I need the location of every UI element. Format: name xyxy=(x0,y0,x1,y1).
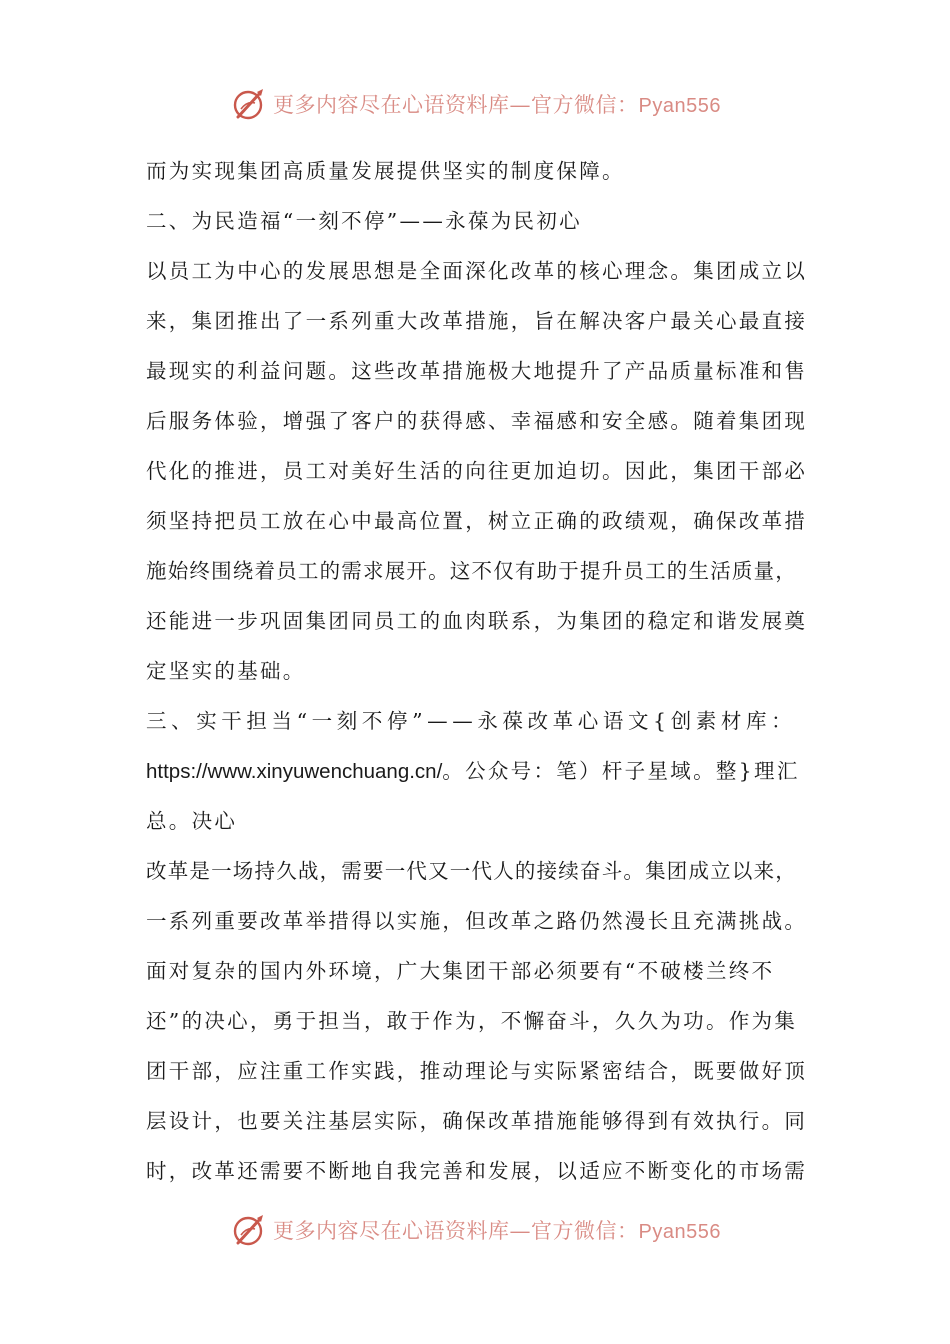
text-line: 改革是一场持久战，需要一代又一代人的接续奋斗。集团成立以来， xyxy=(146,859,797,883)
pen-logo-icon xyxy=(229,84,269,124)
text-line: 还能进一步巩固集团同员工的血肉联系，为集团的稳定和谐发展奠 xyxy=(146,609,808,633)
section-heading: 三、实干担当“一刻不停”——永葆改革心语文{创素材库： xyxy=(146,709,797,733)
text-line xyxy=(146,746,810,796)
text-line: 来，集团推出了一系列重大改革措施，旨在解决客户最关心最直接 xyxy=(146,309,808,333)
text-line: 代化的推进，员工对美好生活的向往更加迫切。因此，集团干部必 xyxy=(146,459,808,483)
source-url: https://www.xinyuwenchuang.cn/ xyxy=(146,760,443,783)
header-watermark-banner xyxy=(0,80,950,128)
document-body xyxy=(146,146,810,1196)
wechat-id: Pyan556 xyxy=(638,1221,721,1243)
text-fragment: 。公众号：笔）杆子星域。整}理汇 xyxy=(442,759,800,783)
text-line: 最现实的利益问题。这些改革措施极大地提升了产品质量标准和售 xyxy=(146,359,808,383)
section-heading: 二、为民造福“一刻不停”——永葆为民初心 xyxy=(146,209,582,233)
text-line: 时，改革还需要不断地自我完善和发展，以适应不断变化的市场需 xyxy=(146,1159,808,1183)
text-line: 层设计，也要关注基层实际，确保改革措施能够得到有效执行。同 xyxy=(146,1109,808,1133)
wechat-id: Pyan556 xyxy=(638,95,721,117)
text-line: 还”的决心，勇于担当，敢于作为，不懈奋斗，久久为功。作为集 xyxy=(146,1009,798,1033)
text-line: 而为实现集团高质量发展提供坚实的制度保障。 xyxy=(146,159,625,183)
pen-logo-icon xyxy=(229,1210,269,1250)
text-line: 以员工为中心的发展思想是全面深化改革的核心理念。集团成立以 xyxy=(146,259,808,283)
footer-watermark-banner xyxy=(0,1206,950,1254)
text-line: 团干部，应注重工作实践，推动理论与实际紧密结合，既要做好顶 xyxy=(146,1059,808,1083)
text-line: 总。决心 xyxy=(146,809,238,833)
text-line: 后服务体验，增强了客户的获得感、幸福感和安全感。随着集团现 xyxy=(146,409,808,433)
banner-text: 更多内容尽在心语资料库—官方微信：Pyan556 xyxy=(273,1219,721,1243)
text-line: 施始终围绕着员工的需求展开。这不仅有助于提升员工的生活质量， xyxy=(146,559,797,583)
text-line: 须坚持把员工放在心中最高位置，树立正确的政绩观，确保改革措 xyxy=(146,509,808,533)
text-line: 一系列重要改革举措得以实施，但改革之路仍然漫长且充满挑战。 xyxy=(146,909,808,933)
text-line: 定坚实的基础。 xyxy=(146,659,306,683)
banner-text: 更多内容尽在心语资料库—官方微信：Pyan556 xyxy=(273,93,721,117)
text-line: 面对复杂的国内外环境，广大集团干部必须要有“不破楼兰终不 xyxy=(146,959,775,983)
